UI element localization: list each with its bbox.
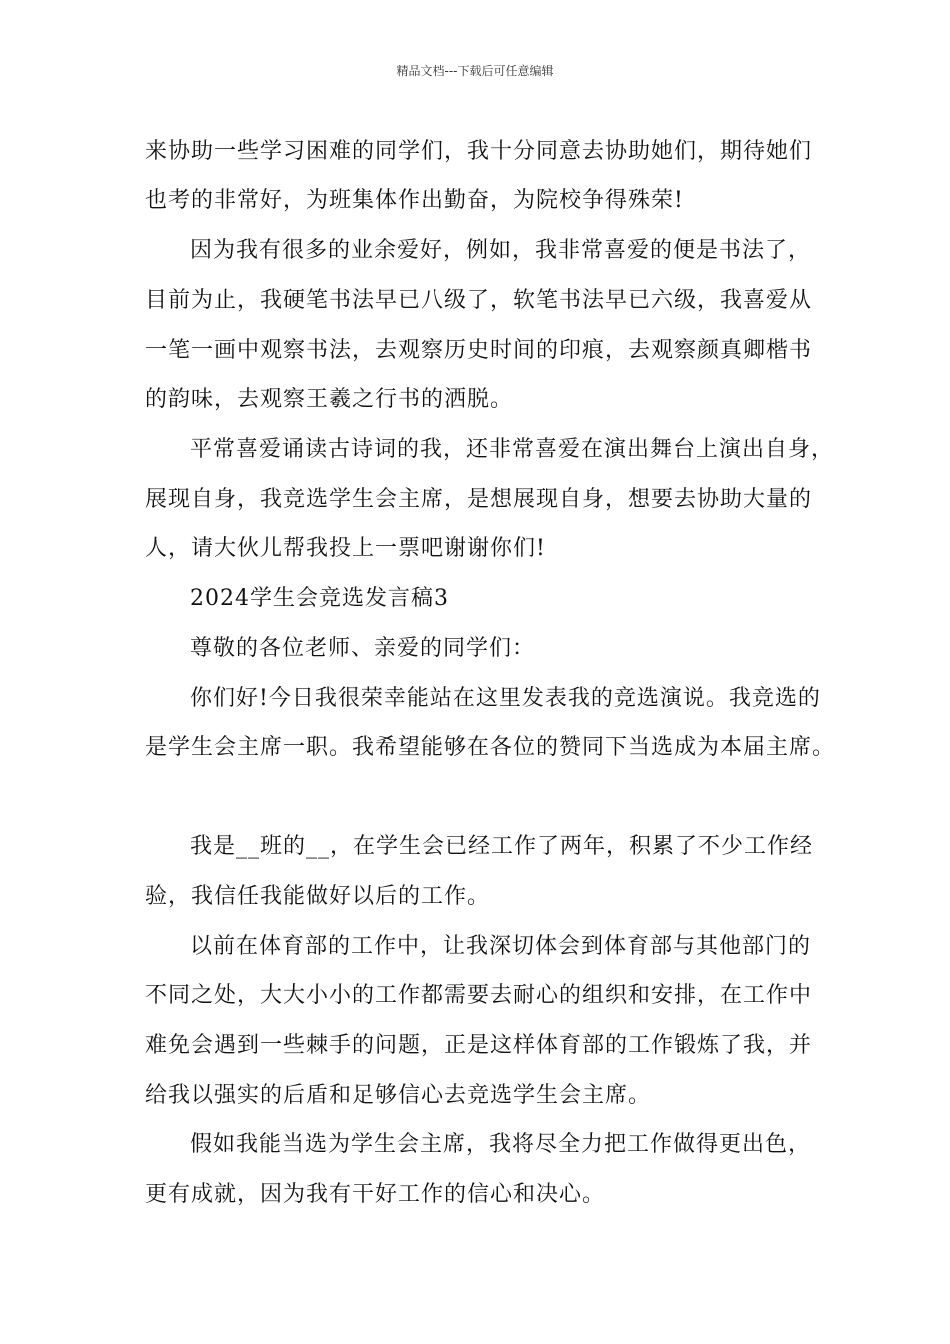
paragraph-start: 以前在体育部的工作中，让我深切体会到体育部与其他部门的 <box>190 934 812 959</box>
text-line: 验，我信任我能做好以后的工作。 <box>145 884 491 909</box>
text-line: 给我以强实的后盾和足够信心去竞选学生会主席。 <box>145 1083 652 1108</box>
paragraph-start: 假如我能当选为学生会主席，我将尽全力把工作做得更出色， <box>190 1132 812 1157</box>
paragraph-start: 平常喜爱诵读古诗词的我，还非常喜爱在演出舞台上演出自身， <box>190 437 835 462</box>
section-heading: 2024学生会竞选发言稿3 <box>190 586 449 611</box>
text-line: 更有成就，因为我有干好工作的信心和决心。 <box>145 1182 606 1207</box>
text-line: 是学生会主席一职。我希望能够在各位的赞同下当选成为本届主席。 <box>145 735 836 760</box>
text-line: 也考的非常好，为班集体作出勤奋，为院校争得殊荣! <box>145 188 684 213</box>
text-line: 来协助一些学习困难的同学们，我十分同意去协助她们，期待她们 <box>145 139 813 164</box>
paragraph-start: 你们好!今日我很荣幸能站在这里发表我的竞选演说。我竞选的 <box>190 686 821 711</box>
text-line: 人，请大伙儿帮我投上一票吧谢谢你们! <box>145 536 546 561</box>
page-header: 精品文档---下载后可任意编辑 <box>396 64 554 78</box>
text-line: 的韵味，去观察王羲之行书的洒脱。 <box>145 387 514 412</box>
salutation: 尊敬的各位老师、亲爱的同学们： <box>190 636 536 661</box>
text-line: 不同之处，大大小小的工作都需要去耐心的组织和安排，在工作中 <box>145 983 813 1008</box>
text-line: 一笔一画中观察书法，去观察历史时间的印痕，去观察颜真卿楷书 <box>145 338 813 363</box>
text-line: 展现自身，我竞选学生会主席，是想展现自身，想要去协助大量的 <box>145 487 813 512</box>
text-line: 目前为止，我硬笔书法早已八级了，软笔书法早已六级，我喜爱从 <box>145 288 813 313</box>
text-line: 难免会遇到一些棘手的问题，正是这样体育部的工作锻炼了我，并 <box>145 1033 813 1058</box>
paragraph-start: 因为我有很多的业余爱好，例如，我非常喜爱的便是书法了， <box>190 238 812 263</box>
paragraph-start: 我是__班的__，在学生会已经工作了两年，积累了不少工作经 <box>190 834 814 859</box>
